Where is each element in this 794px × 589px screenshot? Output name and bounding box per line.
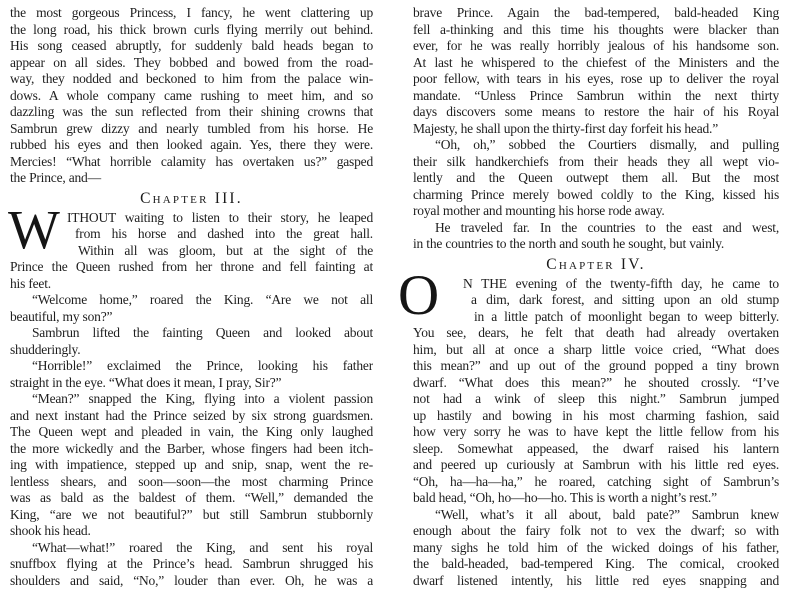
text-line: from his horse and dashed into the great hall.	[10, 226, 373, 243]
text-line: Within all was gloom, but at the sight of the	[10, 243, 373, 260]
text-line: up hastily and bowing in his most charming fashion, said	[413, 408, 779, 425]
text-line: brave Prince. Again the bad-tempered, bald-headed King	[413, 5, 779, 22]
paragraph	[10, 325, 373, 358]
text-line: Prince the Queen rushed from her throne and fell fainting at	[10, 259, 373, 276]
text-line: “Mean?” snapped the King, flying into a violent passion	[10, 391, 373, 408]
text-line: rubbed his eyes and then looked again. Yes, there they were.	[10, 137, 373, 154]
text-line: in a little patch of moonlight began to weep bitterly.	[413, 309, 779, 326]
text-line: sleep. Somewhat appeased, the dwarf raised his lantern	[413, 441, 779, 458]
text-line: fell a-thinking and this time his thoughts were blacker than	[413, 22, 779, 39]
text-line: His song ceased abruptly, for suddenly bald heads began to	[10, 38, 373, 55]
text-line: and next instant had the Prince seized by six strong guardsmen.	[10, 408, 373, 425]
text-line: ever, for he was really horribly jealous of his handsome son.	[413, 38, 779, 55]
text-line: and peered up curiously at Sambrun with his little red eyes.	[413, 457, 779, 474]
text-line: dwarf listened intently, his little red eyes snapping and	[413, 573, 779, 589]
text-line: “Oh, oh,” sobbed the Courtiers dismally, and pulling	[413, 137, 779, 154]
text-line: You see, dears, he felt that death had already overtaken	[413, 325, 779, 342]
text-line: many sighs he told him of the wicked doings of his father,	[413, 540, 779, 557]
drop-cap-w: W	[8, 207, 60, 252]
text-line: the long road, his thick brown curls flying merrily out behind.	[10, 22, 373, 39]
text-line: dwarf. “What does this mean?” he shouted crossly. “I’ve	[413, 375, 779, 392]
text-line: appear on all sides. They bobbed and bowed from the road-	[10, 55, 373, 72]
text-line: mandate. “Unless Prince Sambrun within the next thirty	[413, 88, 779, 105]
text-line: “Welcome home,” roared the King. “Are we not all	[10, 292, 373, 309]
text-line: lentless shears, and soon—soon—the most charming Prince	[10, 474, 373, 491]
text-line: The Queen wept and pleaded in vain, the King only laughed	[10, 424, 373, 441]
drop-cap-paragraph	[10, 210, 373, 293]
text-line: “Horrible!” exclaimed the Prince, looking his father	[10, 358, 373, 375]
chapter-heading: Chapter IV.	[413, 257, 779, 273]
text-line: a dim, dark forest, and sitting upon an old stump	[413, 292, 779, 309]
text-line: lently and the Queen outwept them all. But the most	[413, 170, 779, 187]
drop-cap-paragraph	[413, 276, 779, 507]
text-line: beautiful, my son?”	[10, 309, 373, 326]
text-line: this mean?” and up out of the ground popped a tiny brown	[413, 358, 779, 375]
paragraph	[413, 137, 779, 220]
text-line: ITHOUT waiting to listen to their story, he leaped	[10, 210, 373, 227]
text-line: straight in the eye. “What does it mean, I pray, Sir?”	[10, 375, 373, 392]
text-line: in the countries to the north and south he sought, but vainly.	[413, 236, 779, 253]
text-line: how very sorry he was to have kept the little fellow from his	[413, 424, 779, 441]
text-line: “Oh, ha—ha—ha,” he roared, catching sight of Sambrun’s	[413, 474, 779, 491]
text-line: poor fellow, with tears in his eyes, rose up to deliver the royal	[413, 71, 779, 88]
drop-cap-o: O	[398, 273, 439, 320]
text-line: royal mother and mounting his horse rode away.	[413, 203, 779, 220]
right-column	[413, 5, 779, 589]
text-line: his feet.	[10, 276, 373, 293]
text-line: the bald-headed, bad-tempered King. The comical, crooked	[413, 556, 779, 573]
text-line: Sambrun grew dizzy and nearly tumbled from his horse. He	[10, 121, 373, 138]
text-line: He traveled far. In the countries to the east and west,	[413, 220, 779, 237]
text-line: enough about the fairy folk not to vex the dwarf; so with	[413, 523, 779, 540]
paragraph	[413, 220, 779, 253]
text-line: Mercies! “What horrible calamity has overtaken us?” gasped	[10, 154, 373, 171]
text-line: shoulders and said, “No,” louder than ever. Oh, he was a	[10, 573, 373, 589]
text-line: dazzling was the sun reflected from their shining crowns that	[10, 104, 373, 121]
text-line: King, “are we not beautiful?” but still Sambrun stubbornly	[10, 507, 373, 524]
paragraph	[10, 391, 373, 540]
text-line: Majesty, he shall upon the thirty-first day forfeit his head.”	[413, 121, 779, 138]
paragraph	[10, 358, 373, 391]
text-line: shook his head.	[10, 523, 373, 540]
text-line: N THE evening of the twenty-fifth day, he came to	[413, 276, 779, 293]
text-line: their silk handkerchiefs from their heads they all wept vio-	[413, 154, 779, 171]
text-line: not had a wink of sleep this night.” Sambrun jumped	[413, 391, 779, 408]
paragraph	[413, 5, 779, 137]
text-line: the more wickedly and the Barber, whose fingers had been itch-	[10, 441, 373, 458]
text-line: days discovers some means to restore the hair of his Royal	[413, 104, 779, 121]
paragraph	[10, 540, 373, 589]
text-line: the most gorgeous Princess, I fancy, he went clattering up	[10, 5, 373, 22]
text-line: was as bald as the baldest of them. “Well,” demanded the	[10, 490, 373, 507]
text-line: “Well, what’s it all about, bald pate?” Sambrun knew	[413, 507, 779, 524]
text-line: him, but all at once a sharp little voice cried, “What does	[413, 342, 779, 359]
chapter-heading: Chapter III.	[10, 191, 373, 207]
text-line: the Prince, and—	[10, 170, 373, 187]
text-line: way, they nodded and beckoned to him from the palace win-	[10, 71, 373, 88]
paragraph	[413, 507, 779, 589]
text-line: snuffbox flying at the Prince’s head. Sambrun shrugged his	[10, 556, 373, 573]
left-column	[10, 5, 373, 589]
text-line: shudderingly.	[10, 342, 373, 359]
text-line: ing with impatience, stepped up and snip, snap, went the re-	[10, 457, 373, 474]
text-line: At last he whispered to the chiefest of the Ministers and the	[413, 55, 779, 72]
text-line: dows. A whole company came rushing to meet him, and so	[10, 88, 373, 105]
text-line: charming Prince merely bowed coldly to the King, kissed his	[413, 187, 779, 204]
paragraph	[10, 292, 373, 325]
text-line: “What—what!” roared the King, and sent his royal	[10, 540, 373, 557]
paragraph	[10, 5, 373, 187]
text-line: Sambrun lifted the fainting Queen and looked about	[10, 325, 373, 342]
text-line: bald head, “Oh, ho—ho—ho. This is worth a night’s rest.”	[413, 490, 779, 507]
